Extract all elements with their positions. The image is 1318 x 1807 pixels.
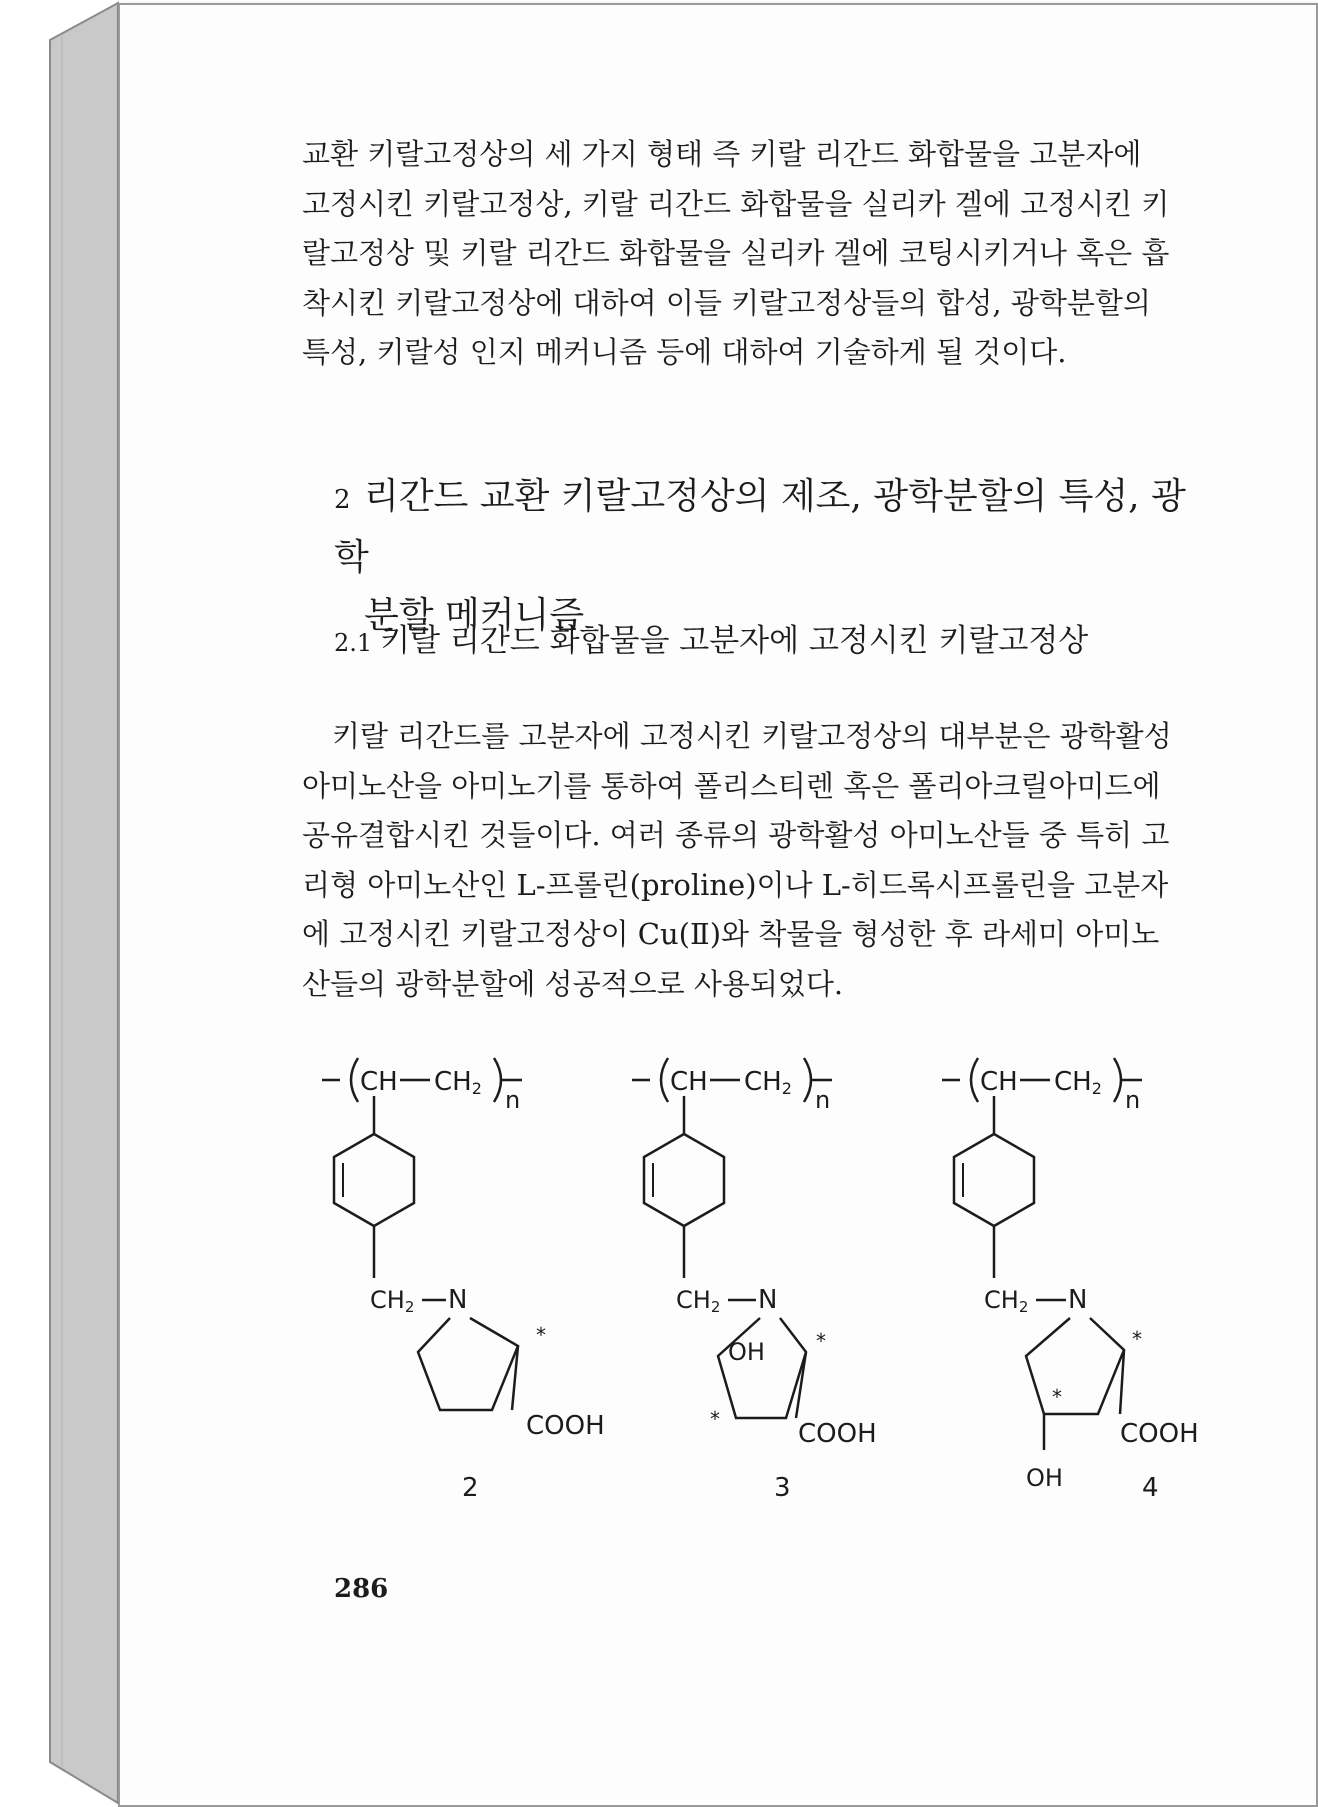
chiral-star: *: [536, 1323, 546, 1347]
text-line: 착시킨 키랄고정상에 대하여 이들 키랄고정상들의 합성, 광학분할의: [302, 285, 1151, 320]
text-line: 고정시킨 키랄고정상, 키랄 리간드 화합물을 실리카 겔에 고정시킨 키: [302, 186, 1170, 221]
structure-label: 3: [774, 1473, 791, 1503]
subsection-number: 2.1: [334, 629, 373, 657]
hydroxyl-text: OH: [728, 1338, 765, 1366]
intro-paragraph: [302, 130, 1194, 378]
hydroxyl-text: OH: [1026, 1464, 1063, 1492]
backbone-ch2-text: CH2: [434, 1067, 482, 1098]
text-line: 아미노산을 아미노기를 통하여 폴리스티렌 혹은 폴리아크릴아미드에: [302, 768, 1161, 803]
structure-3: [632, 1058, 877, 1503]
cooh-text: COOH: [1120, 1419, 1199, 1449]
methylene-ch2-text: CH2: [676, 1286, 721, 1316]
section-title-line-1: 리간드 교환 키랄고정상의 제조, 광학분할의 특성, 광학: [334, 476, 1186, 578]
section-number: 2: [334, 485, 351, 515]
nitrogen-text: N: [448, 1285, 468, 1315]
backbone-ch-text: CH: [360, 1067, 398, 1097]
structure-4: [942, 1058, 1199, 1503]
repeat-n-text: n: [815, 1086, 831, 1114]
text-line: 공유결합시킨 것들이다. 여러 종류의 광학활성 아미노산들 중 특히 고: [302, 818, 1170, 852]
chiral-star: *: [710, 1407, 720, 1431]
page-number: 286: [334, 1574, 389, 1604]
polymer-bracket-left: [322, 1058, 358, 1102]
backbone-ch2-text: CH2: [744, 1067, 792, 1098]
book-spine: [0, 0, 130, 1806]
repeat-n-text: n: [1125, 1086, 1141, 1114]
methylene-ch2-text: CH2: [370, 1286, 415, 1316]
text-line: 에 고정시킨 키랄고정상이 Cu(Ⅱ)와 착물을 형성한 후 라세미 아미노: [302, 917, 1160, 951]
structure-label: 2: [462, 1473, 479, 1503]
polymer-bracket-left: [942, 1058, 978, 1102]
nitrogen-text: N: [758, 1285, 778, 1315]
chiral-star: *: [1052, 1385, 1062, 1409]
backbone-ch-text: CH: [670, 1067, 708, 1097]
cooh-text: COOH: [526, 1411, 605, 1441]
polymer-bracket-left: [632, 1058, 668, 1102]
text-line: 키랄 리간드를 고분자에 고정시킨 키랄고정상의 대부분은 광학활성: [332, 719, 1172, 753]
benzene-ring: [644, 1134, 724, 1226]
chiral-star: *: [816, 1329, 826, 1353]
pyrrolidine-ring: [718, 1318, 806, 1418]
acid-bond: [796, 1352, 806, 1418]
structure-2: [322, 1058, 605, 1503]
text-line: 특성, 키랄성 인지 메커니즘 등에 대하여 기술하게 될 것이다.: [302, 335, 1067, 369]
subsection-title: 키랄 리간드 화합물을 고분자에 고정시킨 키랄고정상: [380, 623, 1089, 659]
structure-label: 4: [1142, 1473, 1159, 1503]
cooh-text: COOH: [798, 1419, 877, 1449]
backbone-ch2-text: CH2: [1054, 1067, 1102, 1098]
benzene-ring: [954, 1134, 1034, 1226]
nitrogen-text: N: [1068, 1285, 1088, 1315]
chiral-star: *: [1132, 1327, 1142, 1351]
subsection-heading: [334, 616, 1204, 668]
text-line: 산들의 광학분할에 성공적으로 사용되었다.: [302, 966, 844, 1001]
pyrrolidine-ring: [1026, 1318, 1124, 1414]
text-line: 교환 키랄고정상의 세 가지 형태 즉 키랄 리간드 화합물을 고분자에: [302, 137, 1142, 171]
backbone-ch-text: CH: [980, 1067, 1018, 1097]
text-line: 랄고정상 및 키랄 리간드 화합물을 실리카 겔에 코팅시키거나 혹은 흡: [302, 236, 1170, 270]
chemical-structures-figure: [300, 1050, 1230, 1510]
body-paragraph: [302, 712, 1194, 1009]
section-title-line-2: 분할 메커니즘: [364, 595, 585, 636]
benzene-ring: [334, 1134, 414, 1226]
methylene-ch2-text: CH2: [984, 1286, 1029, 1316]
repeat-n-text: n: [505, 1086, 521, 1114]
text-line: 리형 아미노산인 L-프롤린(proline)이나 L-히드록시프롤린을 고분자: [302, 867, 1169, 902]
pyrrolidine-ring: [418, 1318, 518, 1410]
